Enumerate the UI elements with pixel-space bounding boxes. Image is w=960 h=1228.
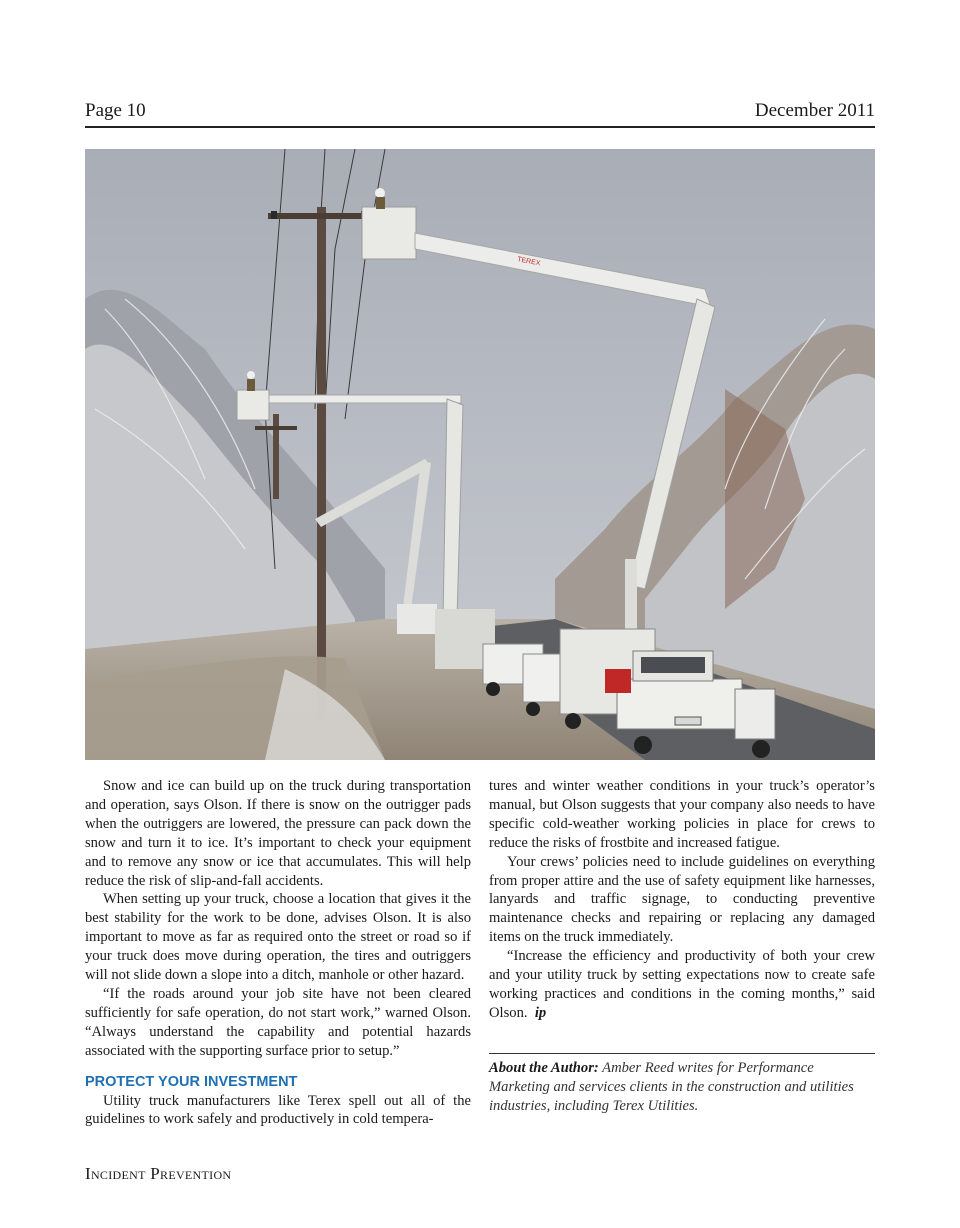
article-paragraph: Your crews’ policies need to include guidelines on everything from proper attire and the use of safety equipment like harnesses, lanyards and traffic signage, to conducting preventive maintenance checks and repairing or replacing any damaged items on the truck immediately. xyxy=(489,853,875,946)
article-photo xyxy=(85,149,875,760)
page-header xyxy=(85,98,875,128)
article-column-left xyxy=(85,777,471,1129)
author-bio-text: Amber Reed writes for Performance Marketing and services clients in the construction and utilities industries, including Terex Utilities. xyxy=(489,1060,854,1114)
boom-brand-label: TEREX xyxy=(516,256,541,268)
section-subhead: PROTECT YOUR INVESTMENT xyxy=(85,1073,298,1090)
article-paragraph: “If the roads around your job site have not been cleared sufficiently for safe operation, do not start work,” warned Olson. “Always understand the capability and potential hazards associated with the supporting surface prior to setup.” xyxy=(85,985,471,1059)
article-paragraph: Utility truck manufacturers like Terex spell out all of the guidelines to work safely and productively in cold tempera- xyxy=(85,1092,471,1128)
issue-date: December 2011 xyxy=(754,100,875,121)
article-paragraph: When setting up your truck, choose a location that gives it the best stability for the work to be done, advises Olson. It is also important to move as far as required onto the street or road so if your truck does move during operation, the tires and outriggers will not slide down a slope into a ditch, manhole or other hazard. xyxy=(85,891,471,984)
publication-name: Incident Prevention xyxy=(85,1164,232,1183)
author-bio xyxy=(489,1053,875,1116)
article-final-text: “Increase the efficiency and productivity of both your crew and your utility truck by setting expectations now to create safe working practices and conditions in the coming months,” said Olson. xyxy=(489,948,875,1021)
photo-illustration xyxy=(85,149,875,760)
article-paragraph: Snow and ice can build up on the truck during transportation and operation, says Olson. If there is snow on the outrigger pads when the outriggers are lowered, the pressure can pack down the snow and turn it to ice. It’s important to check your equipment and to remove any snow or ice that accumulates. This will help reduce the risk of slip-and-fall accidents. xyxy=(85,778,471,889)
article-paragraph-final xyxy=(489,947,875,1023)
signoff-mark: ip xyxy=(534,1004,547,1021)
page-number: Page 10 xyxy=(85,100,146,121)
article-column-right xyxy=(489,777,875,1023)
author-bio-label: About the Author: xyxy=(489,1060,599,1076)
article-paragraph: tures and winter weather conditions in your truck’s operator’s manual, but Olson suggests that your company also needs to have specific cold-weather working policies in place for crews to reduce the risks of frostbite and increased fatigue. xyxy=(489,778,875,851)
